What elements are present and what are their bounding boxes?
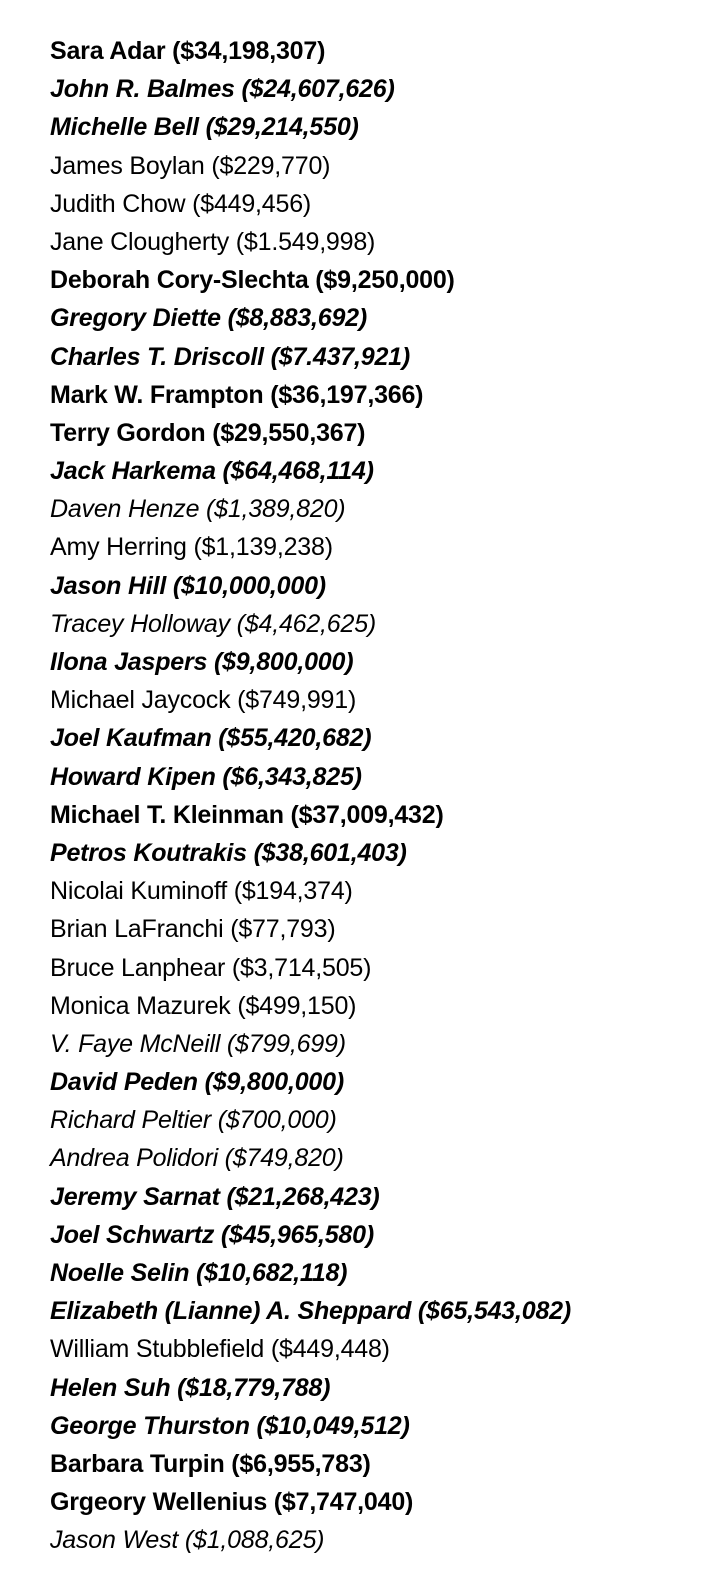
- list-item: Mark W. Frampton ($36,197,366): [50, 380, 424, 409]
- list-item: Grgeory Wellenius ($7,747,040): [50, 1488, 414, 1517]
- list-item: Deborah Cory-Slechta ($9,250,000): [50, 266, 455, 295]
- list-item: Brian LaFranchi ($77,793): [50, 915, 336, 944]
- list-item: V. Faye McNeill ($799,699): [50, 1029, 346, 1058]
- list-item: Nicolai Kuminoff ($194,374): [50, 877, 353, 906]
- list-item: Amy Herring ($1,139,238): [50, 533, 333, 562]
- list-item: Gregory Diette ($8,883,692): [50, 304, 367, 333]
- list-item: Richard Peltier ($700,000): [50, 1106, 337, 1135]
- list-item: Sara Adar ($34,198,307): [50, 37, 326, 65]
- list-item: Jason West ($1,088,625): [50, 1526, 325, 1555]
- list-item: Charles T. Driscoll ($7.437,921): [50, 342, 410, 371]
- list-item: Tracey Holloway ($4,462,625): [50, 609, 377, 638]
- list-item: Daven Henze ($1,389,820): [50, 495, 346, 524]
- list-item: Helen Suh ($18,779,788): [50, 1373, 331, 1402]
- list-item: Ilona Jaspers ($9,800,000): [50, 648, 354, 676]
- researcher-funding-list: [50, 32, 571, 1560]
- list-item: Noelle Selin ($10,682,118): [50, 1259, 348, 1287]
- list-item: Jack Harkema ($64,468,114): [50, 457, 374, 486]
- list-item: Joel Kaufman ($55,420,682): [50, 724, 372, 753]
- list-item: Petros Koutrakis ($38,601,403): [50, 838, 407, 867]
- list-item: Howard Kipen ($6,343,825): [50, 762, 362, 791]
- list-item: Jeremy Sarnat ($21,268,423): [50, 1182, 380, 1211]
- list-item: William Stubblefield ($449,448): [50, 1335, 390, 1364]
- list-item: David Peden ($9,800,000): [50, 1068, 344, 1097]
- list-item: Judith Chow ($449,456): [50, 189, 312, 218]
- list-item: Joel Schwartz ($45,965,580): [50, 1220, 374, 1249]
- list-item: Michael T. Kleinman ($37,009,432): [50, 800, 444, 829]
- list-item: Elizabeth (Lianne) A. Sheppard ($65,543,082): [50, 1297, 571, 1326]
- list-item: George Thurston ($10,049,512): [50, 1411, 410, 1440]
- list-item: Michael Jaycock ($749,991): [50, 686, 357, 715]
- list-item: Terry Gordon ($29,550,367): [50, 418, 366, 447]
- list-item: Barbara Turpin ($6,955,783): [50, 1449, 371, 1478]
- list-item: Monica Mazurek ($499,150): [50, 991, 357, 1020]
- list-item: Bruce Lanphear ($3,714,505): [50, 953, 372, 982]
- list-item: John R. Balmes ($24,607,626): [50, 75, 395, 104]
- list-item: Andrea Polidori ($749,820): [50, 1144, 344, 1173]
- list-item: Jason Hill ($10,000,000): [50, 571, 326, 600]
- list-item: Michelle Bell ($29,214,550): [50, 113, 359, 142]
- list-item: James Boylan ($229,770): [50, 151, 331, 180]
- list-item: Jane Clougherty ($1.549,998): [50, 227, 376, 256]
